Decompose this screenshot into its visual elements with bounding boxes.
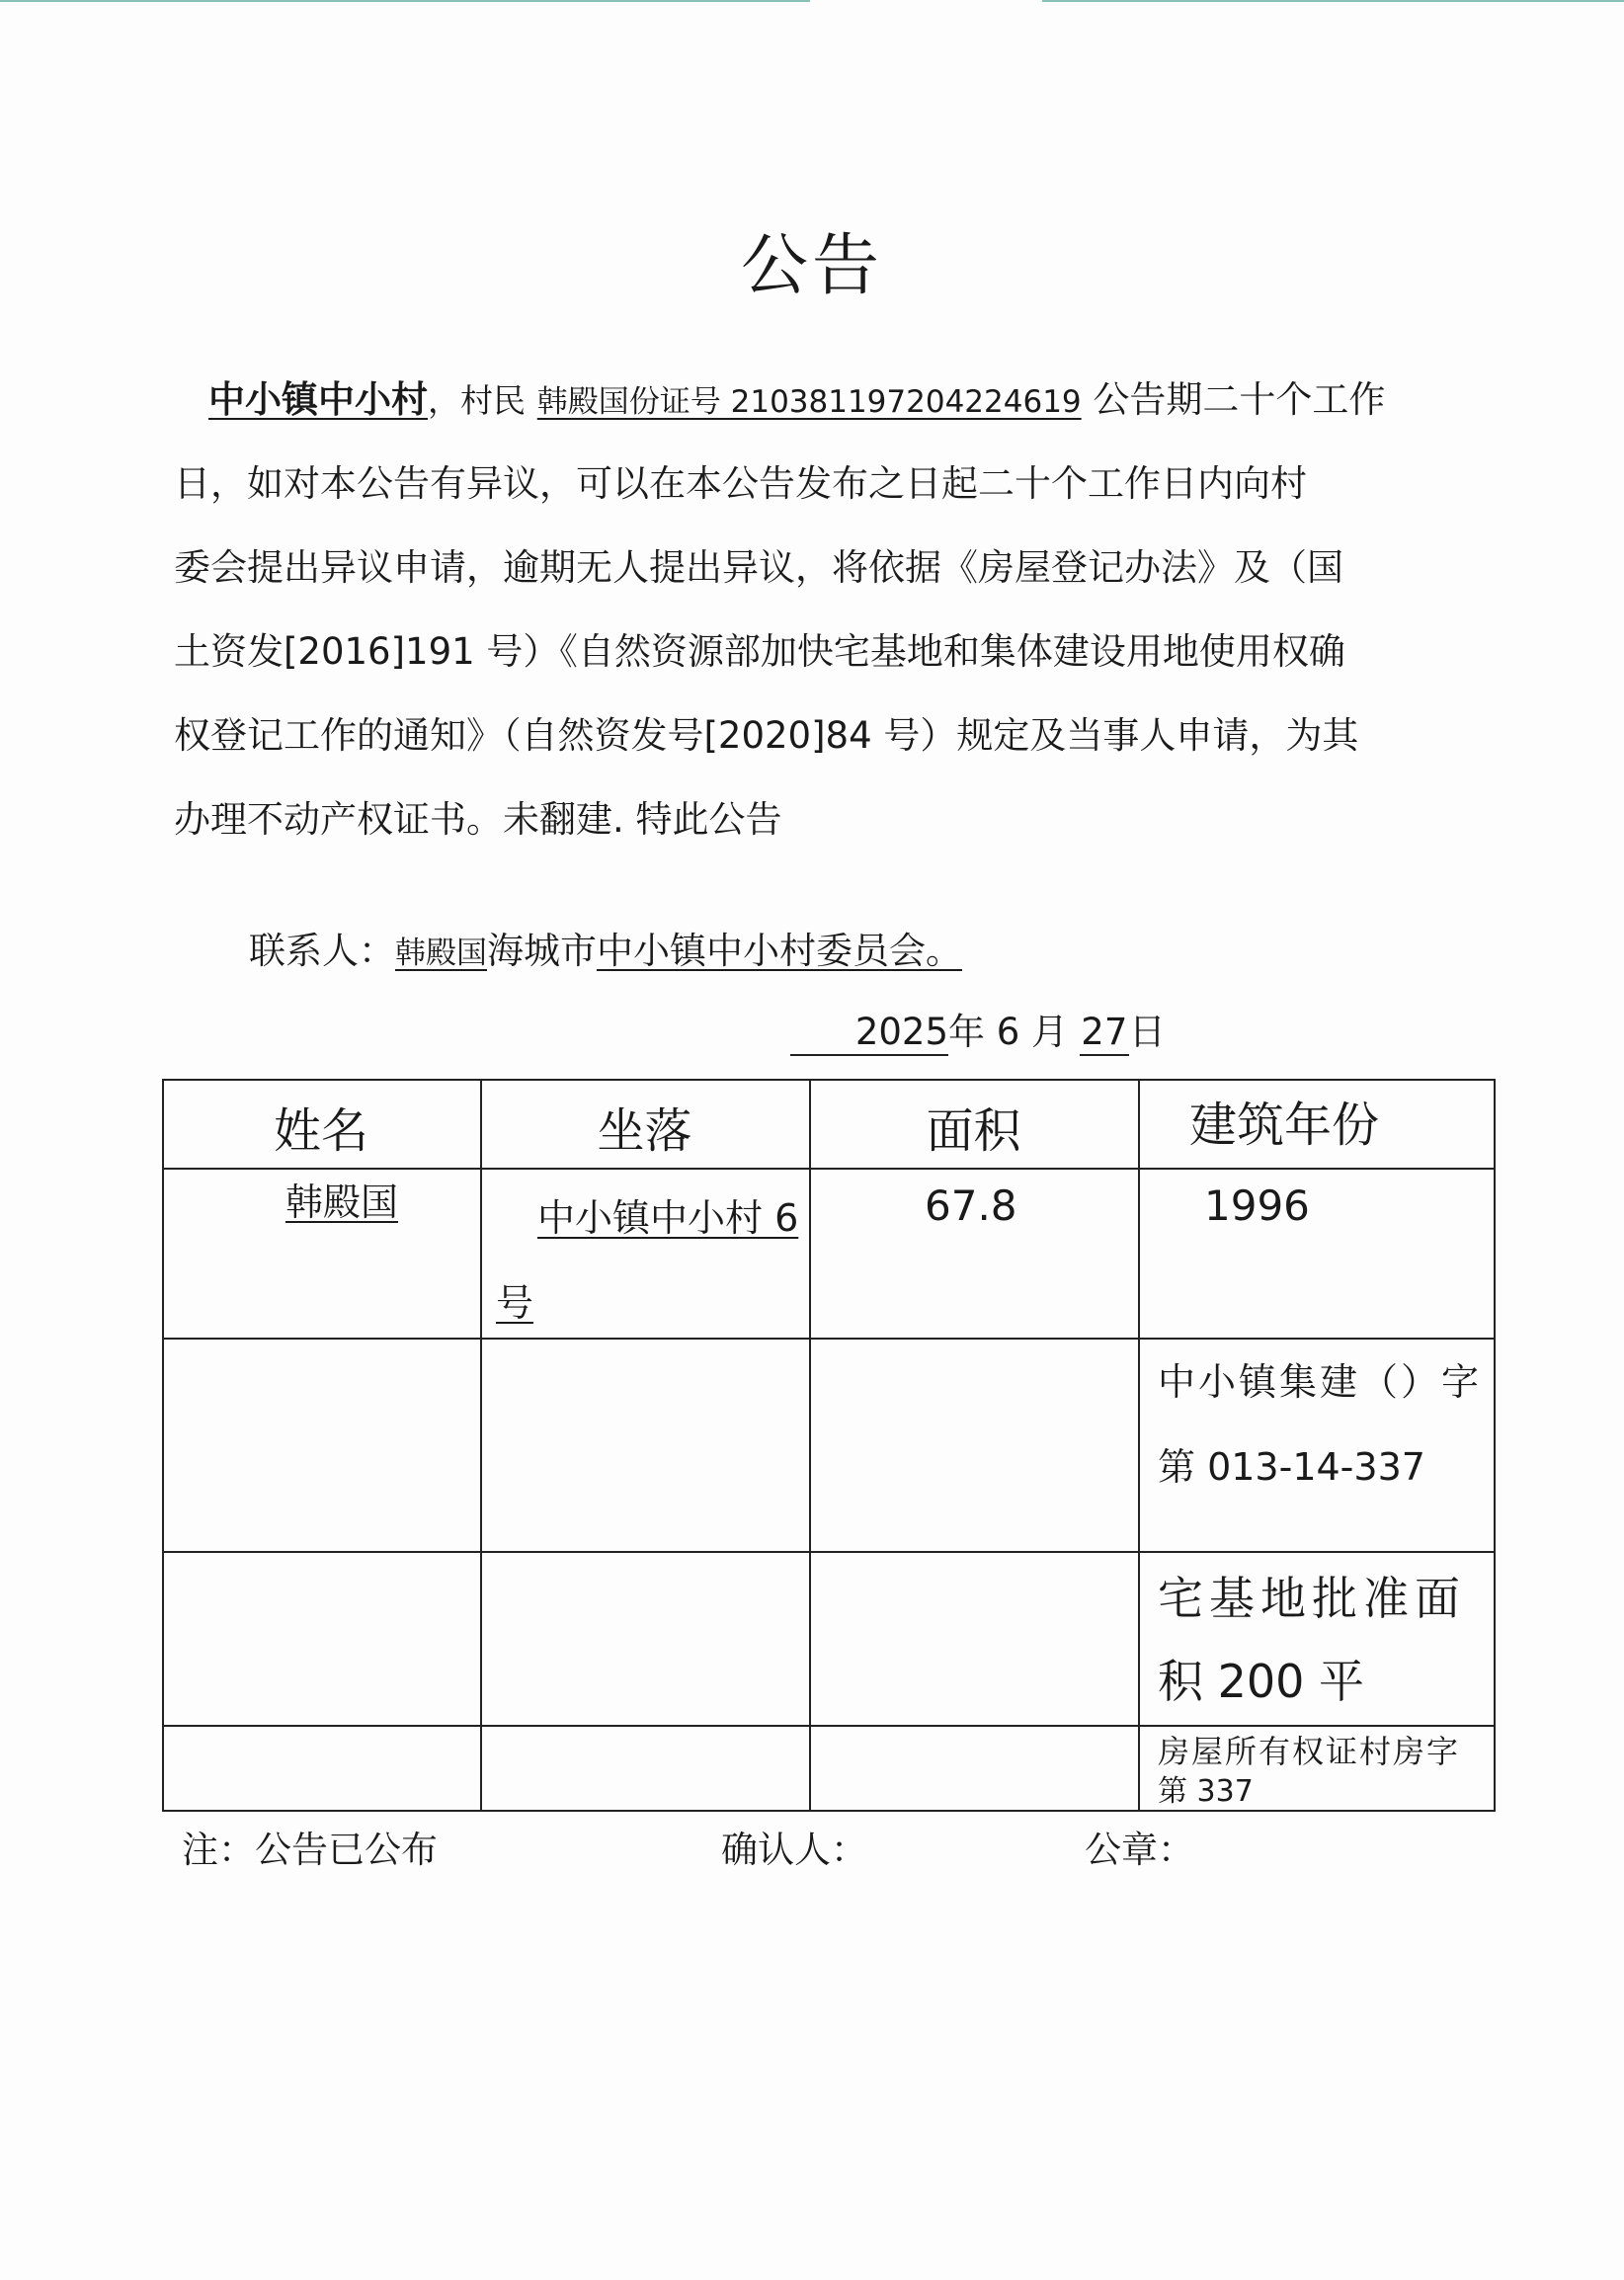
footer-seal: 公章： bbox=[1085, 1829, 1194, 1871]
contact-line: 联系人：韩殿国海城市中小镇中小村委员会。 bbox=[249, 930, 962, 972]
cell-location-2: 号 bbox=[496, 1281, 534, 1325]
cell-land-cert-2: 第 013-14-337 bbox=[1158, 1445, 1425, 1489]
footer-note: 注：公告已公布 bbox=[182, 1829, 438, 1871]
header-area: 面积 bbox=[926, 1103, 1021, 1159]
villager-id: 韩殿国份证号 210381197204224619 bbox=[536, 384, 1082, 420]
header-build-year: 建筑年份 bbox=[1189, 1098, 1380, 1153]
date-line: 2025年 6 月 27日 bbox=[790, 1008, 1166, 1057]
page-title: 公告 bbox=[740, 227, 883, 305]
cell-house-cert-1: 房屋所有权证村房字 bbox=[1158, 1733, 1461, 1770]
notice-line-6: 办理不动产权证书。未翻建. 特此公告 bbox=[174, 798, 782, 841]
header-location: 坐落 bbox=[597, 1103, 692, 1159]
contact-name: 韩殿国 bbox=[395, 936, 487, 971]
notice-line-2: 日，如对本公告有异议，可以在本公告发布之日起二十个工作日内向村 bbox=[174, 462, 1307, 505]
cell-approved-area-2: 积 200 平 bbox=[1158, 1655, 1365, 1708]
village-name: 中小镇中小村 bbox=[208, 378, 428, 421]
scan-edge bbox=[1042, 0, 1624, 2]
cell-house-cert-2: 第 337 bbox=[1158, 1774, 1254, 1809]
notice-line-5: 权登记工作的通知》（自然资发号[2020]84 号）规定及当事人申请，为其 bbox=[174, 714, 1359, 757]
notice-line-1: 中小镇中小村，村民 韩殿国份证号 210381197204224619 公告期二十个工作 bbox=[208, 378, 1386, 421]
header-name: 姓名 bbox=[273, 1103, 368, 1159]
cell-land-cert-1: 中小镇集建（）字 bbox=[1158, 1360, 1483, 1404]
cell-build-year: 1996 bbox=[1204, 1181, 1310, 1230]
property-table bbox=[162, 1079, 1496, 1812]
cell-location-1: 中小镇中小村 6 bbox=[537, 1196, 799, 1240]
scan-edge bbox=[0, 0, 810, 2]
date-day: 27 bbox=[1080, 1011, 1129, 1056]
cell-owner-name: 韩殿国 bbox=[285, 1181, 399, 1224]
date-year: 2025 bbox=[790, 1011, 948, 1056]
cell-area: 67.8 bbox=[925, 1181, 1017, 1230]
footer-confirmer: 确认人： bbox=[721, 1829, 867, 1871]
notice-line-3: 委会提出异议申请，逾期无人提出异议，将依据《房屋登记办法》及（国 bbox=[174, 546, 1343, 589]
cell-approved-area-1: 宅基地批准面 bbox=[1158, 1572, 1466, 1625]
committee-name: 中小镇中小村委员会。 bbox=[597, 930, 962, 972]
notice-line-4: 土资发[2016]191 号）《自然资源部加快宅基地和集体建设用地使用权确 bbox=[174, 630, 1345, 673]
